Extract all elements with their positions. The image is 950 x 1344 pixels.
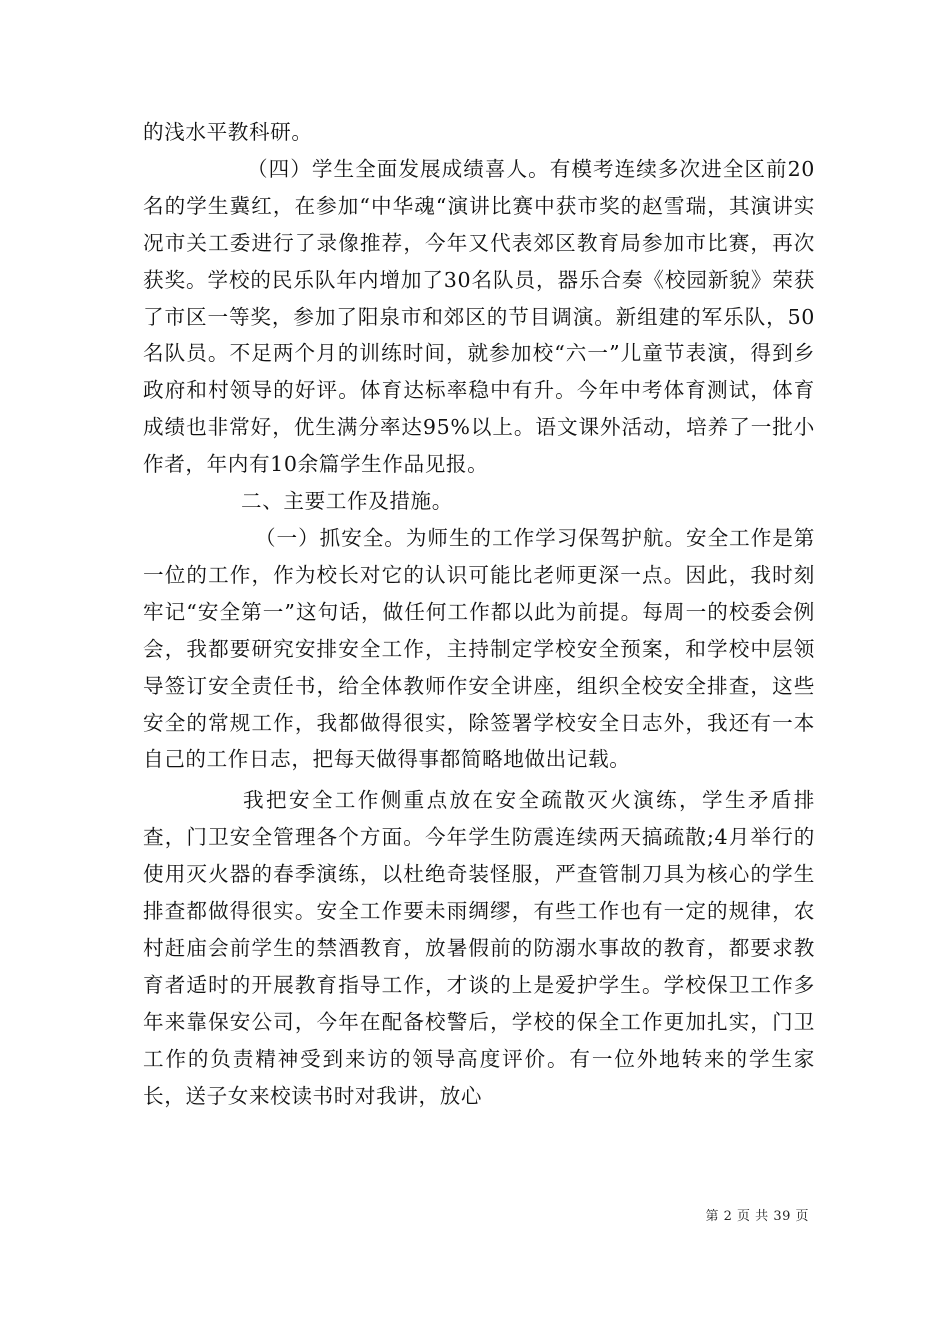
- paragraph-continuation: 的浅水平教科研。: [143, 120, 313, 144]
- paragraph-safety-focus: 我把安全工作侧重点放在安全疏散灭火演练，学生矛盾排查，门卫安全管理各个方面。今年学生防震连续两天搞疏散;4月举行的使用灭火器的春季演练，以杜绝奇装怪服，严查管制刀具为核心的学生排查都做得很实。安全工作要未雨绸缪，有些工作也有一定的规律，农村赶庙会前学生的禁酒教育，放暑假前的防溺水事故的教育，都要求教育者适时的开展教育指导工作，才谈的上是爱护学生。学校保卫工作多年来靠保安公司，今年在配备校警后，学校的保全工作更加扎实，门卫工作的负责精神受到来访的领导高度评价。有一位外地转来的学生家长，送子女来校读书时对我讲，放心: [143, 788, 815, 1108]
- paragraph-student-achievements: （四）学生全面发展成绩喜人。有模考连续多次进全区前20名的学生冀红，在参加“中华魂“演讲比赛中获市奖的赵雪瑞，其演讲实况市关工委进行了录像推荐，今年又代表郊区教育局参加市比赛，再次获奖。学校的民乐队年内增加了30名队员，器乐合奏《校园新貌》荣获了市区一等奖，参加了阳泉市和郊区的节目调演。新组建的军乐队，50名队员。不足两个月的训练时间，就参加校“六一”儿童节表演，得到乡政府和村领导的好评。体育达标率稳中有升。今年中考体育测试，体育成绩也非常好，优生满分率达95%以上。语文课外活动，培养了一批小作者，年内有10余篇学生作品见报。: [143, 156, 815, 477]
- page-number-footer: 第 2 页 共 39 页: [705, 1209, 809, 1224]
- paragraph-safety-work: （一）抓安全。为师生的工作学习保驾护航。安全工作是第一位的工作，作为校长对它的认识可能比老师更深一点。因此，我时刻牢记“安全第一”这句话，做任何工作都以此为前提。每周一的校委会例会，我都要研究安排安全工作，主持制定学校安全预案，和学校中层领导签订安全责任书，给全体教师作安全讲座，组织全校安全排查，这些安全的常规工作，我都做得很实，除签署学校安全日志外，我还有一本自己的工作日志，把每天做得事都简略地做出记载。: [143, 525, 815, 772]
- section-heading-main-work: 二、主要工作及措施。: [241, 489, 453, 514]
- document-body: [143, 114, 815, 1114]
